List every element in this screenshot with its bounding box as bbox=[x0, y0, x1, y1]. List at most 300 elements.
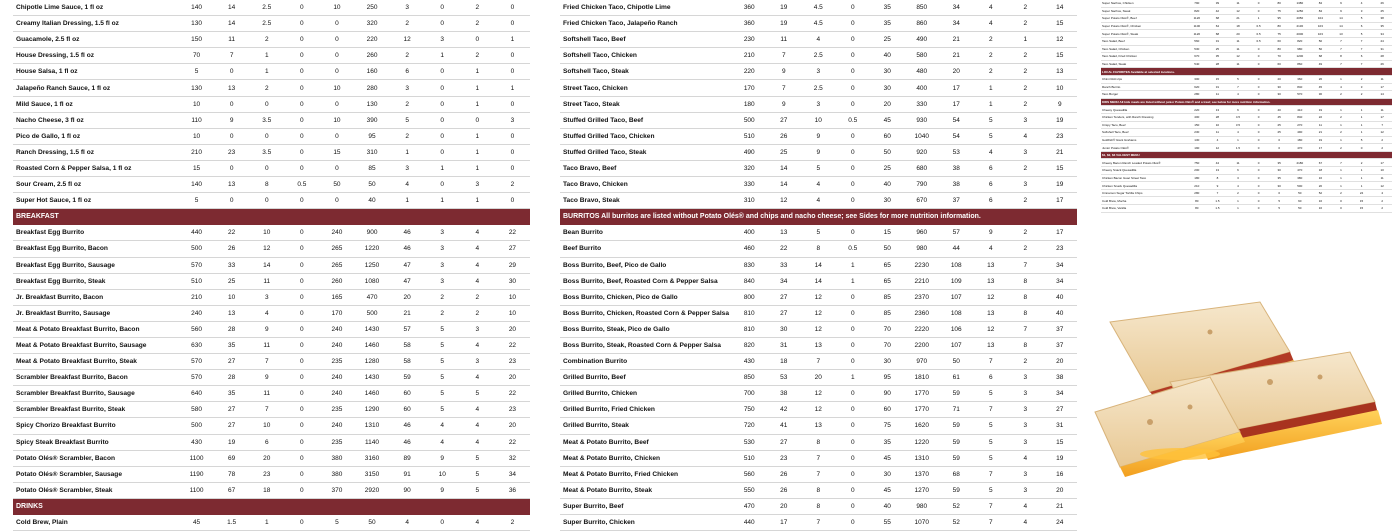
nutrient-value: 11 bbox=[1310, 121, 1331, 129]
nutrient-value: 12 bbox=[1227, 7, 1248, 15]
nutrient-value: 2 bbox=[1008, 96, 1043, 112]
nutrient-value: 270 bbox=[1289, 121, 1310, 129]
nutrient-value: 1100 bbox=[179, 450, 214, 466]
nutrient-value: 47 bbox=[390, 257, 425, 273]
section-header bbox=[13, 209, 530, 225]
item-name: Meat & Potato Burrito, Steak bbox=[560, 482, 732, 498]
nutrient-value: 500 bbox=[1289, 182, 1310, 190]
nutrient-value: 1190 bbox=[179, 466, 214, 482]
item-name: Chicken Tenders, with Ranch Dressing bbox=[1101, 113, 1186, 121]
nutrient-value: 3 bbox=[390, 160, 425, 176]
nutrient-value: 10 bbox=[179, 128, 214, 144]
nutrient-value: 11 bbox=[1371, 75, 1392, 83]
nutrient-value: 2 bbox=[1008, 193, 1043, 209]
nutrient-value: 2 bbox=[1371, 197, 1392, 205]
nutrient-value: 8 bbox=[1330, 53, 1351, 61]
item-name: Cheesy Snack Quesadilla bbox=[1101, 167, 1186, 175]
nutrient-value: 57 bbox=[390, 321, 425, 337]
table-row bbox=[1101, 144, 1392, 152]
nutrient-value: 560 bbox=[179, 321, 214, 337]
table-row bbox=[560, 386, 1077, 402]
nutrient-value: 17 bbox=[1371, 113, 1392, 121]
table-row bbox=[560, 193, 1077, 209]
table-row bbox=[560, 450, 1077, 466]
nutrient-value: 0 bbox=[284, 48, 319, 64]
table-row bbox=[13, 321, 530, 337]
nutrient-value: 2 bbox=[1330, 113, 1351, 121]
nutrient-value: 30 bbox=[1268, 167, 1289, 175]
nutrient-value: 5 bbox=[974, 418, 1009, 434]
nutrient-value: 67 bbox=[1310, 159, 1331, 167]
nutrient-value: 0 bbox=[284, 160, 319, 176]
nutrient-value: 26 bbox=[1371, 60, 1392, 68]
item-name: Taco Bravo, Beef bbox=[560, 160, 732, 176]
table-row bbox=[1101, 167, 1392, 175]
nutrient-value: 7 bbox=[801, 354, 836, 370]
nutrient-value: 240 bbox=[319, 337, 354, 353]
nutrient-value: 7 bbox=[767, 80, 802, 96]
section-header bbox=[560, 209, 1077, 225]
item-name: Cheesy Quesadilla bbox=[1101, 106, 1186, 114]
nutrient-value: 25 bbox=[870, 160, 905, 176]
nutrition-table-right bbox=[560, 0, 1077, 527]
nutrient-value: 8 bbox=[1207, 174, 1228, 182]
nutrient-value: 0 bbox=[836, 193, 871, 209]
nutrient-value: 3 bbox=[801, 64, 836, 80]
table-row bbox=[560, 370, 1077, 386]
nutrient-value: 4 bbox=[1330, 83, 1351, 91]
nutrient-value: 1770 bbox=[905, 386, 940, 402]
nutrient-value: 8 bbox=[1008, 273, 1043, 289]
nutrient-value: 2210 bbox=[905, 273, 940, 289]
nutrient-value: 70 bbox=[870, 321, 905, 337]
nutrient-value: 0 bbox=[836, 418, 871, 434]
nutrient-value: 0.5 bbox=[836, 241, 871, 257]
nutrient-value: 25 bbox=[1207, 45, 1228, 53]
nutrient-value: 50 bbox=[354, 177, 389, 193]
nutrient-value: 0 bbox=[495, 128, 530, 144]
nutrient-value: 10 bbox=[1207, 121, 1228, 129]
nutrient-value: 3 bbox=[460, 321, 495, 337]
item-name: Breakfast Egg Burrito bbox=[13, 225, 179, 241]
nutrient-value: 790 bbox=[1186, 0, 1207, 7]
nutrient-value: 10 bbox=[425, 466, 460, 482]
item-name: Meat & Potato Burrito, Beef bbox=[560, 434, 732, 450]
nutrient-value: 310 bbox=[354, 144, 389, 160]
nutrient-value: 5 bbox=[460, 482, 495, 498]
nutrient-value: 0 bbox=[425, 112, 460, 128]
nutrient-value: 5 bbox=[460, 466, 495, 482]
nutrient-value: 35 bbox=[1371, 22, 1392, 30]
table-row bbox=[560, 354, 1077, 370]
nutrient-value: 38 bbox=[1043, 370, 1078, 386]
nutrient-value: 3 bbox=[425, 273, 460, 289]
nutrient-value: 680 bbox=[905, 160, 940, 176]
item-name: Combination Burrito bbox=[560, 354, 732, 370]
nutrient-value: 26 bbox=[214, 241, 249, 257]
nutrient-value: 6 bbox=[249, 434, 284, 450]
nutrient-value: 4 bbox=[1371, 189, 1392, 197]
nutrient-value: 0 bbox=[836, 225, 871, 241]
table-row bbox=[13, 482, 530, 498]
nutrient-value: 4 bbox=[460, 402, 495, 418]
item-name: Stuffed Grilled Taco, Chicken bbox=[560, 128, 732, 144]
nutrient-value: 21 bbox=[939, 32, 974, 48]
item-name: Sour Cream, 2.5 fl oz bbox=[13, 177, 179, 193]
nutrient-value: 4 bbox=[460, 225, 495, 241]
nutrient-value: 8 bbox=[1008, 337, 1043, 353]
table-row bbox=[560, 96, 1077, 112]
nutrient-value: 180 bbox=[732, 96, 767, 112]
table-row bbox=[560, 112, 1077, 128]
nutrient-value: 15 bbox=[1207, 75, 1228, 83]
item-name: Goldfish® Giant Grahams bbox=[1101, 136, 1186, 144]
nutrient-value: 55 bbox=[870, 515, 905, 531]
nutrient-value: 0 bbox=[1248, 121, 1269, 129]
nutrient-value: 12 bbox=[801, 386, 836, 402]
nutrient-value: 12 bbox=[801, 321, 836, 337]
nutrient-value: 5 bbox=[390, 112, 425, 128]
item-name: Stuffed Grilled Taco, Beef bbox=[560, 112, 732, 128]
nutrient-value: 3 bbox=[1351, 7, 1372, 15]
table-row bbox=[560, 305, 1077, 321]
nutrient-value: 570 bbox=[179, 257, 214, 273]
table-row bbox=[1101, 0, 1392, 7]
nutrient-value: 0 bbox=[836, 144, 871, 160]
nutrient-value: 58 bbox=[390, 354, 425, 370]
nutrient-value: 7 bbox=[1371, 121, 1392, 129]
nutrient-value: 20 bbox=[1043, 482, 1078, 498]
nutrient-value: 8 bbox=[801, 241, 836, 257]
item-name: Scrambler Breakfast Burrito, Steak bbox=[13, 402, 179, 418]
nutrient-value: 150 bbox=[1186, 121, 1207, 129]
nutrient-value: 7 bbox=[1330, 159, 1351, 167]
nutrient-value: 820 bbox=[1186, 7, 1207, 15]
nutrient-value: 0 bbox=[425, 515, 460, 531]
nutrient-value: 60 bbox=[870, 128, 905, 144]
nutrient-value: 165 bbox=[319, 289, 354, 305]
nutrient-value: 250 bbox=[354, 0, 389, 16]
nutrient-value: 0 bbox=[284, 241, 319, 257]
nutrient-value: 0 bbox=[425, 16, 460, 32]
nutrient-value: 21 bbox=[1310, 129, 1331, 137]
nutrient-value: 50 bbox=[1289, 189, 1310, 197]
nutrient-value: 7 bbox=[1351, 45, 1372, 53]
nutrient-value: 10 bbox=[1371, 167, 1392, 175]
nutrient-value: 2 bbox=[1351, 159, 1372, 167]
nutrient-value: 21 bbox=[939, 48, 974, 64]
nutrient-value: 57 bbox=[939, 225, 974, 241]
item-name: Softshell Taco, Beef bbox=[560, 32, 732, 48]
nutrient-value: 3.5 bbox=[249, 144, 284, 160]
nutrient-value: 0 bbox=[284, 466, 319, 482]
nutrient-value: 5 bbox=[974, 112, 1009, 128]
nutrient-value: 3 bbox=[425, 32, 460, 48]
nutrient-value: 0 bbox=[319, 64, 354, 80]
nutrient-value: 5 bbox=[1268, 205, 1289, 213]
nutrient-value: 7 bbox=[1330, 37, 1351, 45]
nutrient-value: 3 bbox=[1008, 402, 1043, 418]
nutrient-value: 26 bbox=[767, 466, 802, 482]
nutrient-value: 0 bbox=[836, 466, 871, 482]
nutrient-value: 2 bbox=[1330, 189, 1351, 197]
nutrient-value: 5 bbox=[179, 64, 214, 80]
nutrient-value: 0 bbox=[1268, 144, 1289, 152]
nutrient-value: 400 bbox=[905, 80, 940, 96]
nutrient-value: 1 bbox=[249, 515, 284, 531]
nutrient-value: 2.5 bbox=[249, 0, 284, 16]
nutrient-value: 0 bbox=[284, 32, 319, 48]
nutrient-value: 38 bbox=[1371, 15, 1392, 23]
nutrient-value: 11 bbox=[1227, 60, 1248, 68]
table-row bbox=[1101, 189, 1392, 197]
item-name: Fried Chicken Taco, Chipotle Lime bbox=[560, 0, 732, 16]
nutrient-value: 0 bbox=[836, 434, 871, 450]
table-mini bbox=[1101, 0, 1392, 213]
nutrient-value: 2 bbox=[1008, 354, 1043, 370]
nutrient-value: 25 bbox=[870, 32, 905, 48]
nutrient-value: 1 bbox=[1330, 174, 1351, 182]
item-name: Super Nachos, Chicken bbox=[1101, 0, 1186, 7]
nutrient-value: 10 bbox=[214, 289, 249, 305]
nutrient-value: 61 bbox=[939, 370, 974, 386]
nutrient-value: 40 bbox=[870, 498, 905, 514]
nutrient-value: 60 bbox=[1268, 60, 1289, 68]
nutrient-value: 640 bbox=[179, 386, 214, 402]
nutrient-value: 17 bbox=[939, 96, 974, 112]
item-name: Super Burrito, Beef bbox=[560, 498, 732, 514]
nutrient-value: 9 bbox=[1207, 182, 1228, 190]
nutrient-value: 0.5 bbox=[1248, 22, 1269, 30]
nutrient-value: 830 bbox=[732, 257, 767, 273]
table-row bbox=[1101, 22, 1392, 30]
nutrient-value: 1770 bbox=[905, 402, 940, 418]
nutrient-value: 6 bbox=[974, 177, 1009, 193]
item-name: Cold Brew, Mocha bbox=[1101, 197, 1186, 205]
nutrient-value: 25 bbox=[1371, 7, 1392, 15]
table-row bbox=[1101, 174, 1392, 182]
nutrient-value: 80 bbox=[1268, 0, 1289, 7]
nutrient-value: 0 bbox=[495, 16, 530, 32]
nutrient-value: 0 bbox=[495, 144, 530, 160]
table-row bbox=[13, 193, 530, 209]
nutrient-value: 71 bbox=[939, 402, 974, 418]
nutrient-value: 2 bbox=[460, 16, 495, 32]
nutrient-value: 10 bbox=[319, 0, 354, 16]
nutrient-value: 170 bbox=[319, 305, 354, 321]
nutrient-value: 140 bbox=[179, 177, 214, 193]
nutrient-value: 9 bbox=[425, 450, 460, 466]
nutrient-value: 7 bbox=[1330, 60, 1351, 68]
nutrient-value: 4 bbox=[460, 434, 495, 450]
nutrient-value: 7 bbox=[974, 498, 1009, 514]
nutrient-value: 84 bbox=[1310, 7, 1331, 15]
item-name: Spicy Chorizo Breakfast Burrito bbox=[13, 418, 179, 434]
nutrient-value: 4 bbox=[1227, 129, 1248, 137]
nutrient-value: 14 bbox=[767, 177, 802, 193]
nutrient-value: 1 bbox=[390, 193, 425, 209]
nutrient-value: 60 bbox=[390, 402, 425, 418]
nutrient-value: 45 bbox=[870, 450, 905, 466]
nutrient-value: 810 bbox=[732, 321, 767, 337]
table-row bbox=[13, 515, 530, 531]
nutrient-value: 4 bbox=[1227, 91, 1248, 99]
table-row bbox=[1101, 205, 1392, 213]
nutrient-value: 5 bbox=[460, 386, 495, 402]
nutrient-value: 7 bbox=[974, 466, 1009, 482]
nutrient-value: 13 bbox=[974, 273, 1009, 289]
nutrient-value: 0 bbox=[284, 96, 319, 112]
nutrient-value: 1 bbox=[1330, 136, 1351, 144]
item-name: Super Potato Olés®, Chicken bbox=[1101, 22, 1186, 30]
table-row bbox=[1101, 7, 1392, 15]
nutrient-value: 10 bbox=[319, 112, 354, 128]
nutrient-value: 10 bbox=[495, 289, 530, 305]
nutrient-value: 22 bbox=[214, 225, 249, 241]
nutrient-value: 19 bbox=[1043, 177, 1078, 193]
nutrient-value: 0 bbox=[284, 515, 319, 531]
nutrient-value: 4 bbox=[1008, 498, 1043, 514]
nutrient-value: 0 bbox=[284, 64, 319, 80]
nutrient-value: 15 bbox=[1351, 197, 1372, 205]
nutrient-value: 930 bbox=[905, 112, 940, 128]
nutrient-value: 30 bbox=[1268, 83, 1289, 91]
nutrient-value: 3.5 bbox=[249, 112, 284, 128]
nutrient-value: 0 bbox=[836, 386, 871, 402]
nutrient-value: 14 bbox=[1043, 0, 1078, 16]
nutrient-value: 22 bbox=[495, 386, 530, 402]
nutrient-value: 27 bbox=[214, 354, 249, 370]
nutrient-value: 0 bbox=[836, 321, 871, 337]
nutrient-value: 4 bbox=[460, 337, 495, 353]
nutrient-value: 13 bbox=[1043, 64, 1078, 80]
nutrient-value: 1270 bbox=[905, 482, 940, 498]
nutrient-value: 35 bbox=[1268, 174, 1289, 182]
nutrient-value: 34 bbox=[495, 466, 530, 482]
nutrient-value: 750 bbox=[732, 402, 767, 418]
nutrient-value: 26 bbox=[767, 128, 802, 144]
nutrient-value: 0 bbox=[1248, 189, 1269, 197]
nutrient-value: 11 bbox=[767, 32, 802, 48]
nutrient-value: 80 bbox=[1186, 197, 1207, 205]
table-row bbox=[560, 466, 1077, 482]
nutrient-value: 1 bbox=[1351, 174, 1372, 182]
table-row bbox=[13, 144, 530, 160]
nutrient-value: 41 bbox=[767, 418, 802, 434]
nutrient-value: 3 bbox=[460, 354, 495, 370]
nutrient-value: 31 bbox=[1207, 37, 1228, 45]
table-row bbox=[560, 32, 1077, 48]
nutrient-value: 12 bbox=[390, 32, 425, 48]
nutrient-value: 60 bbox=[1289, 197, 1310, 205]
nutrient-value: 75 bbox=[1268, 7, 1289, 15]
nutrient-value: 0 bbox=[836, 160, 871, 176]
item-name: Street Taco, Steak bbox=[560, 96, 732, 112]
nutrient-value: 0 bbox=[284, 418, 319, 434]
nutrient-value: 9 bbox=[249, 321, 284, 337]
nutrient-value: 4 bbox=[249, 305, 284, 321]
table-row bbox=[13, 48, 530, 64]
nutrient-value: 5 bbox=[1268, 197, 1289, 205]
nutrient-value: 560 bbox=[1186, 37, 1207, 45]
table-row bbox=[13, 257, 530, 273]
nutrient-value: 0.5 bbox=[1248, 37, 1269, 45]
nutrient-value: 1 bbox=[460, 96, 495, 112]
nutrient-value: 0 bbox=[249, 193, 284, 209]
table-row bbox=[1101, 197, 1392, 205]
item-name: Roasted Corn & Pepper Salsa, 1 fl oz bbox=[13, 160, 179, 176]
nutrient-value: 20 bbox=[1043, 354, 1078, 370]
nutrient-value: 2 bbox=[390, 96, 425, 112]
nutrient-value: 13 bbox=[974, 337, 1009, 353]
nutrient-value: 0 bbox=[495, 0, 530, 16]
nutrient-value: 235 bbox=[319, 434, 354, 450]
nutrient-value: 10 bbox=[319, 80, 354, 96]
nutrient-value: 1 bbox=[1330, 121, 1351, 129]
nutrient-value: 8 bbox=[801, 434, 836, 450]
nutrient-value: 1 bbox=[974, 80, 1009, 96]
nutrient-value: 11 bbox=[1371, 174, 1392, 182]
nutrient-value: 14 bbox=[214, 16, 249, 32]
nutrient-value: 25 bbox=[1268, 129, 1289, 137]
item-name: Beef Burrito bbox=[560, 241, 732, 257]
nutrient-value: 46 bbox=[390, 225, 425, 241]
nutrient-value: 107 bbox=[939, 289, 974, 305]
nutrient-value: 1620 bbox=[905, 418, 940, 434]
nutrient-value: 0 bbox=[495, 160, 530, 176]
nutrient-value: 2.5 bbox=[801, 48, 836, 64]
nutrient-value: 65 bbox=[870, 257, 905, 273]
nutrient-value: 7 bbox=[1351, 60, 1372, 68]
item-name: Breakfast Egg Burrito, Bacon bbox=[13, 241, 179, 257]
nutrient-value: 2 bbox=[1371, 205, 1392, 213]
table-row bbox=[13, 32, 530, 48]
nutrient-value: 1460 bbox=[354, 386, 389, 402]
nutrient-value: 0 bbox=[214, 96, 249, 112]
nutrient-value: 70 bbox=[1268, 53, 1289, 61]
nutrient-value: 5 bbox=[1227, 75, 1248, 83]
table-row bbox=[1101, 60, 1392, 68]
nutrient-value: 22 bbox=[767, 241, 802, 257]
nutrient-value: 2 bbox=[1008, 160, 1043, 176]
nutrient-value: 4 bbox=[801, 177, 836, 193]
nutrient-value: 34 bbox=[1043, 273, 1078, 289]
nutrient-value: 53 bbox=[939, 144, 974, 160]
nutrition-table-left bbox=[13, 0, 530, 527]
nutrient-value: 4 bbox=[1008, 128, 1043, 144]
nutrient-value: 20 bbox=[495, 418, 530, 434]
nutrient-value: 4 bbox=[1008, 450, 1043, 466]
item-name: Chicken Bacon Guac Street Taco bbox=[1101, 174, 1186, 182]
table-row bbox=[560, 225, 1077, 241]
nutrient-value: 470 bbox=[732, 498, 767, 514]
nutrient-value: 31 bbox=[1371, 45, 1392, 53]
table-row bbox=[560, 498, 1077, 514]
table-row bbox=[1101, 53, 1392, 61]
item-name: Pico de Gallo, 1 fl oz bbox=[13, 128, 179, 144]
nutrient-value: 4 bbox=[801, 193, 836, 209]
nutrient-value: 4 bbox=[801, 32, 836, 48]
nutrient-value: 1070 bbox=[905, 515, 940, 531]
nutrient-value: 19 bbox=[1310, 106, 1331, 114]
item-name: Taco Salad, Beef bbox=[1101, 37, 1186, 45]
item-name: Scrambler Breakfast Burrito, Sausage bbox=[13, 386, 179, 402]
nutrient-value: 0 bbox=[1248, 75, 1269, 83]
nutrient-value: 980 bbox=[1289, 45, 1310, 53]
nutrient-value: 80 bbox=[1186, 205, 1207, 213]
nutrient-value: 27 bbox=[495, 241, 530, 257]
nutrient-value: 1 bbox=[460, 128, 495, 144]
